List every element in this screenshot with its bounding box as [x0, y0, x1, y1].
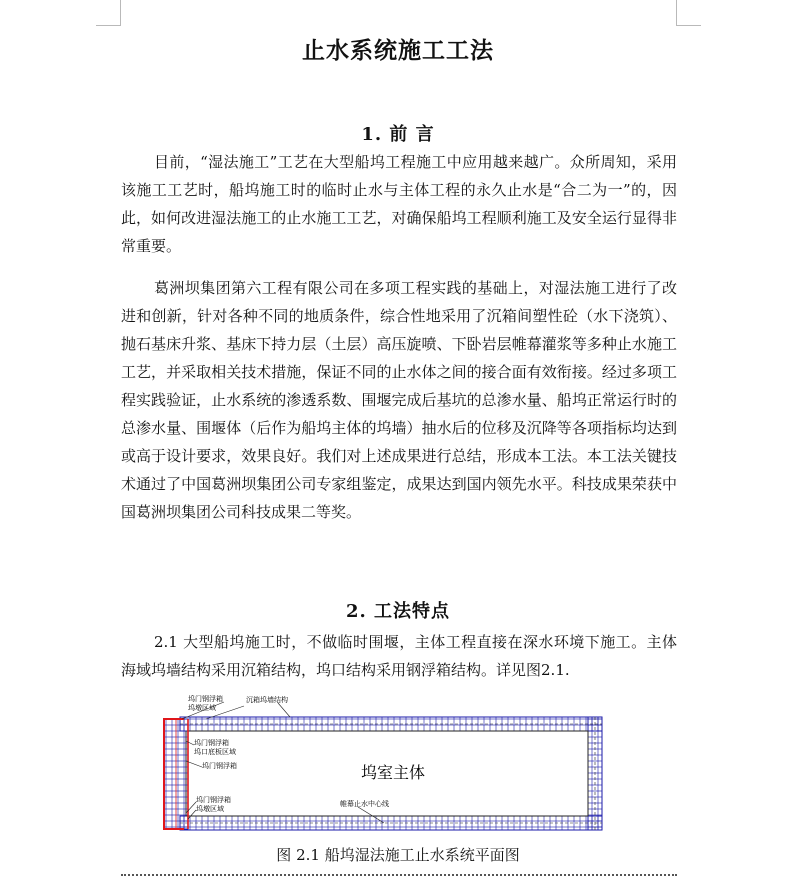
- margin-mark-top-left-h: [96, 25, 121, 26]
- label-caisson-wall: 沉箱坞墙结构: [246, 696, 288, 704]
- paragraph: 葛洲坝集团第六工程有限公司在多项工程实践的基础上，对湿法施工进行了改进和创新，针对各种不同的地质条件，综合性地采用了沉箱间塑性砼（水下浇筑）、抛石基床升浆、基床下持力层（土层）高压旋喷、下卧岩层帷幕灌浆等多种止水施工工艺，并采取相关技术措施，保证不同的止水体之间的接合面有效衔接。经过多项工程实践验证，止水系统的渗透系数、围堰完成后基坑的总渗水量、船坞正常运行时的总渗水量、围堰体（后作为船坞主体的坞墙）抽水后的位移及沉降等各项指标均达到或高于设计要求，效果良好。我们对上述成果进行总结，形成本工法。本工法关键技术通过了中国葛洲坝集团公司专家组鉴定，成果达到国内领先水平。科技成果荣获中国葛洲坝集团公司科技成果二等奖。: [121, 279, 677, 521]
- section-heading-features: 2. 工法特点: [345, 601, 451, 622]
- paragraph: 目前，“湿法施工”工艺在大型船坞工程施工中应用越来越广。众所周知，采用该施工工艺时，船坞施工时的临时止水与主体工程的永久止水是“合二为一”的，因此，如何改进湿法施工的止水施工工艺，对确保船坞工程顺利施工及安全运行显得非常重要。: [121, 153, 677, 255]
- dock-plan-diagram: [160, 689, 606, 834]
- label-steel-box-top: 坞门钢浮箱: [188, 695, 223, 703]
- document-title: 止水系统施工工法: [302, 37, 494, 64]
- margin-mark-top-right: [676, 0, 677, 26]
- label-dock-head-top: 坞墩区域: [188, 704, 216, 712]
- dock-plan-figure: [160, 689, 606, 834]
- section-heading-preface: 1. 前 言: [361, 124, 435, 145]
- margin-mark-top-left: [120, 0, 121, 26]
- paragraph: 2.1 大型船坞施工时，不做临时围堰，主体工程直接在深水环境下施工。主体海域坞墙结构采用沉箱结构，坞口结构采用钢浮箱结构。详见图2.1.: [121, 633, 677, 679]
- label-gate-box-2: 坞门钢浮箱: [202, 762, 237, 770]
- label-dock-head-bottom: 坞墩区域: [196, 805, 224, 813]
- next-line-cutoff: [121, 874, 677, 882]
- label-steel-box-bottom: 坞门钢浮箱: [196, 796, 231, 804]
- label-bottom-area: 坞口底板区域: [194, 748, 236, 756]
- label-center-line: 帷幕止水中心线: [340, 800, 389, 808]
- label-gate-box: 坞门钢浮箱: [194, 739, 229, 747]
- figure-caption: 图 2.1 船坞湿法施工止水系统平面图: [276, 846, 520, 864]
- margin-mark-top-right-h: [676, 25, 701, 26]
- label-main-body: 坞室主体: [361, 763, 426, 782]
